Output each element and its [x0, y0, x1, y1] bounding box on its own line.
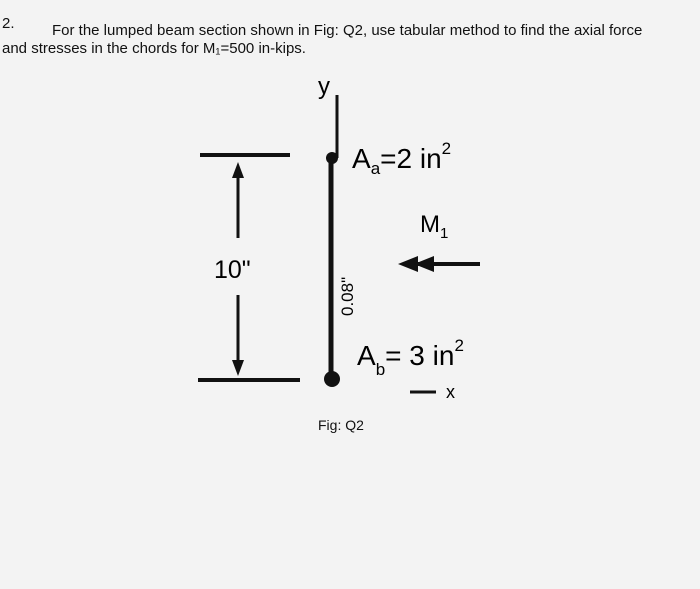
top-chord-label: $A_a=2$ $in^2$: [352, 139, 452, 178]
web-thickness-label: 0.08": [338, 276, 357, 316]
bottom-chord-point: [324, 371, 340, 387]
question-text-line-1: For the lumped beam section shown in Fig: Q2, use tabular method to find the axial force: [52, 22, 643, 39]
top-chord-point: [326, 152, 338, 164]
depth-label: 10": [214, 256, 251, 284]
dimension-arrowhead-down: [232, 360, 244, 376]
y-axis-label: y: [318, 73, 330, 100]
x-axis-label: x: [446, 382, 455, 402]
question-text-line-2: and stresses in the chords for M₁=500 in-kips.: [2, 40, 306, 57]
question-number: 2.: [2, 15, 15, 32]
figure-caption: Fig: Q2: [318, 417, 364, 433]
moment-label: $M_1$: [420, 211, 449, 242]
dimension-arrowhead-up: [232, 162, 244, 178]
bottom-chord-label: $A_b= 3$ $in^2$: [357, 336, 464, 379]
